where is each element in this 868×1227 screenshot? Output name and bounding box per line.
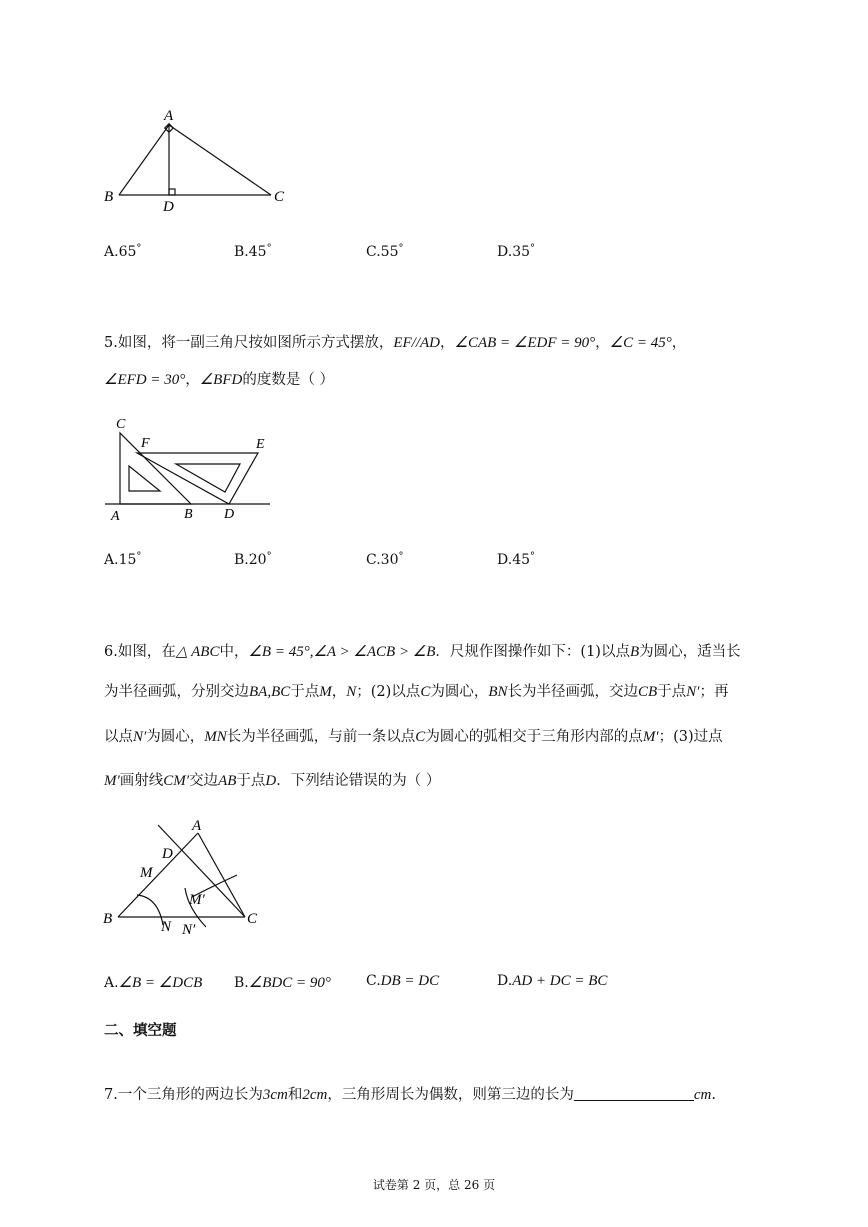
q6-option-d[interactable]: D.AD + DC = BC [497, 973, 608, 989]
q5-label-f: F [141, 436, 150, 451]
q5-label-d: D [224, 507, 235, 522]
q5-label-e: E [256, 437, 265, 452]
q4-label-a: A [164, 108, 174, 124]
section-title-fill-in: 二、填空题 [104, 1022, 177, 1039]
q6-label-b: B [103, 911, 113, 927]
q5-label-b: B [184, 507, 193, 522]
q6-label-m: M [140, 865, 153, 881]
q5-option-c[interactable]: C.30° [366, 551, 404, 568]
q6-label-n: N [161, 919, 172, 935]
q4-option-b[interactable]: B.45° [234, 243, 272, 260]
q4-option-d[interactable]: D.35° [497, 243, 536, 260]
q5-label-c: C [116, 417, 126, 432]
q6-line-4: M′画射线CM′交边AB于点D．下列结论错误的为（ ） [104, 773, 441, 789]
q5-option-d[interactable]: D.45° [497, 551, 536, 568]
q6-line-3: 以点N′为圆心，MN长为半径画弧，与前一条以点C为圆心的弧相交于三角形内部的点M′；(3)过点 [104, 729, 723, 745]
q6-label-np: N′ [182, 922, 196, 938]
q5-line-2: ∠EFD = 30°，∠BFD的度数是（ ） [104, 372, 334, 388]
q6-label-a: A [192, 818, 202, 834]
q4-option-c[interactable]: C.55° [366, 243, 404, 260]
q5-option-a[interactable]: A.15° [104, 551, 142, 568]
q4-label-c: C [274, 189, 285, 205]
q5-figure [100, 412, 275, 524]
q6-line-2: 为半径画弧，分别交边BA,BC于点M，N；(2)以点C为圆心，BN长为半径画弧，交边CB于点N′；再 [104, 684, 729, 700]
page-footer: 试卷第 2 页，总 26 页 [372, 1178, 496, 1192]
q6-option-c[interactable]: C.DB = DC [366, 973, 440, 989]
q5-line-1: 5.如图，将一副三角尺按如图所示方式摆放，EF//AD，∠CAB = ∠EDF = 90°，∠C = 45°， [104, 335, 687, 351]
q6-label-mp: M′ [189, 892, 205, 908]
q6-label-d: D [162, 846, 173, 862]
q6-label-c: C [247, 911, 258, 927]
q6-line-1: 6.如图，在△ ABC中，∠B = 45°,∠A > ∠ACB > ∠B．尺规作图操作如下：(1)以点B为圆心，适当长 [104, 644, 741, 660]
q6-figure [100, 815, 270, 940]
q4-label-b: B [104, 189, 114, 205]
q6-option-a[interactable]: A.∠B = ∠DCB [104, 975, 203, 991]
q4-figure [100, 105, 300, 215]
q4-option-a[interactable]: A.65° [104, 243, 142, 260]
q7-answer-blank[interactable] [574, 1086, 694, 1101]
q5-label-a: A [111, 509, 120, 524]
q4-label-d: D [163, 199, 174, 215]
q5-option-b[interactable]: B.20° [234, 551, 272, 568]
q7-line: 7.一个三角形的两边长为3cm和2cm，三角形周长为偶数，则第三边的长为 cm. [104, 1087, 716, 1103]
q6-option-b[interactable]: B.∠BDC = 90° [234, 975, 331, 991]
